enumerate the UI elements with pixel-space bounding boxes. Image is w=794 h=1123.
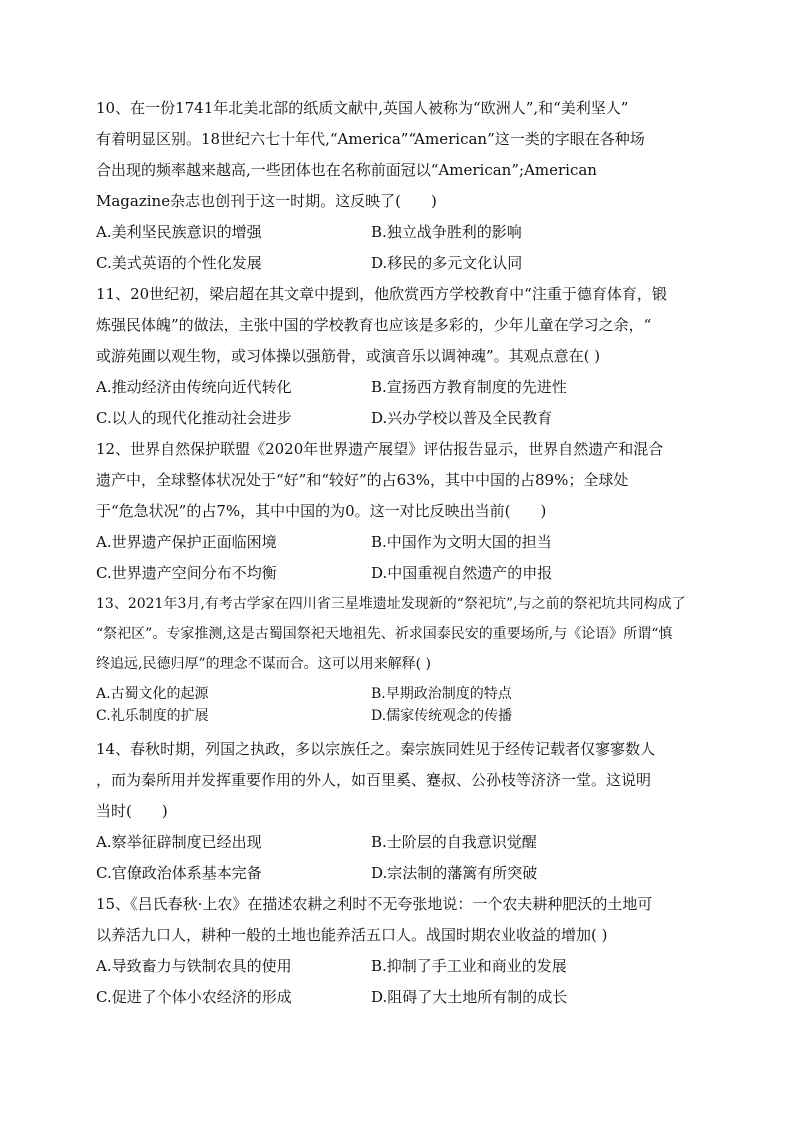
options-row — [96, 221, 696, 252]
option-c: C.礼乐制度的扩展 — [96, 708, 209, 724]
option-a: A.察举征辟制度已经出现 — [96, 833, 262, 851]
option-a: A.推动经济由传统向近代转化 — [96, 378, 292, 396]
option-d: D.阻碍了大土地所有制的成长 — [371, 988, 568, 1006]
question-stem-line: 当时( ) — [96, 802, 168, 820]
question-stem-line: “祭祀区”。专家推测,这是古蜀国祭祀天地祖先、祈求国泰民安的重要场所,与《论语》所谓“慎 — [96, 626, 673, 642]
options-row — [96, 986, 696, 1017]
option-a: A.美利坚民族意识的增强 — [96, 223, 262, 241]
option-d: D.兴办学校以普及全民教育 — [371, 409, 553, 427]
option-c: C.世界遗产空间分布不均衡 — [96, 564, 277, 582]
options-row — [96, 562, 696, 593]
question-stem-line: ，而为秦所用并发挥重要作用的外人，如百里奚、蹇叔、公孙枝等济济一堂。这说明 — [96, 771, 652, 789]
question-13 — [96, 593, 696, 727]
question-stem-line: 13、2021年3月,有考古学家在四川省三星堆遗址发现新的“祭祀坑”,与之前的祭祀坑共同构成了 — [96, 596, 686, 612]
options-row — [96, 831, 696, 862]
option-c: C.促进了个体小农经济的形成 — [96, 988, 292, 1006]
options-row — [96, 683, 696, 705]
option-d: D.中国重视自然遗产的申报 — [371, 564, 553, 582]
options-row — [96, 862, 696, 893]
option-d: D.儒家传统观念的传播 — [371, 708, 513, 724]
question-stem-line: 或游苑圃以观生物，或习体操以强筋骨，或演音乐以调神魂”。其观点意在( ) — [96, 347, 601, 365]
option-c: C.美式英语的个性化发展 — [96, 254, 262, 272]
question-15 — [96, 893, 696, 1017]
option-b: B.宣扬西方教育制度的先进性 — [371, 378, 567, 396]
question-stem-line: 有着明显区别。18世纪六七十年代,“America”“American”这一类的字眼在各种场 — [96, 130, 645, 148]
options-row — [96, 407, 696, 438]
option-d: D.宗法制的藩篱有所突破 — [371, 864, 538, 882]
question-stem-line: Magazine杂志也创刊于这一时期。这反映了( ) — [96, 192, 437, 210]
question-stem-line: 炼强民体魄”的做法，主张中国的学校教育也应该是多彩的，少年儿童在学习之余，“ — [96, 316, 652, 334]
question-stem-line: 14、春秋时期，列国之执政，多以宗族任之。秦宗族同姓见于经传记载者仅寥寥数人 — [96, 740, 656, 758]
question-stem-line: 遗产中，全球整体状况处于“好”和“较好”的占63%，其中中国的占89%；全球处 — [96, 471, 629, 489]
option-c: C.以人的现代化推动社会进步 — [96, 409, 292, 427]
question-stem-line: 于“危急状况”的占7%，其中中国的为0。这一对比反映出当前( ) — [96, 502, 547, 520]
question-stem-line: 12、世界自然保护联盟《2020年世界遗产展望》评估报告显示，世界自然遗产和混合 — [96, 440, 664, 458]
option-a: A.导致畜力与铁制农具的使用 — [96, 957, 292, 975]
options-row — [96, 376, 696, 407]
option-c: C.官僚政治体系基本完备 — [96, 864, 262, 882]
options-row — [96, 252, 696, 283]
question-10 — [96, 97, 696, 283]
option-b: B.士阶层的自我意识觉醒 — [371, 833, 537, 851]
option-d: D.移民的多元文化认同 — [371, 254, 523, 272]
question-12 — [96, 438, 696, 593]
question-stem-line: 10、在一份1741年北美北部的纸质文献中,英国人被称为“欧洲人”,和“美利坚人” — [96, 99, 629, 117]
question-stem-line: 合出现的频率越来越高,一些团体也在名称前面冠以“American”;American — [96, 161, 597, 179]
option-b: B.抑制了手工业和商业的发展 — [371, 957, 567, 975]
question-stem-line: 11、20世纪初，梁启超在其文章中提到，他欣赏西方学校教育中“注重于德育体育，锻 — [96, 285, 667, 303]
option-a: A.古蜀文化的起源 — [96, 686, 209, 702]
question-stem-line: 以养活九口人，耕种一般的土地也能养活五口人。战国时期农业收益的增加( ) — [96, 926, 608, 944]
option-b: B.中国作为文明大国的担当 — [371, 533, 552, 551]
option-a: A.世界遗产保护正面临困境 — [96, 533, 277, 551]
question-11 — [96, 283, 696, 438]
question-stem-line: 终追远,民德归厚”的理念不谋而合。这可以用来解释( ) — [96, 656, 431, 672]
question-stem-line: 15、《吕氏春秋·上农》在描述农耕之利时不无夸张地说：一个农夫耕种肥沃的土地可 — [96, 895, 653, 913]
option-b: B.独立战争胜利的影响 — [371, 223, 522, 241]
options-row — [96, 705, 696, 727]
option-b: B.早期政治制度的特点 — [371, 686, 512, 702]
options-row — [96, 531, 696, 562]
options-row — [96, 955, 696, 986]
question-14 — [96, 738, 696, 893]
